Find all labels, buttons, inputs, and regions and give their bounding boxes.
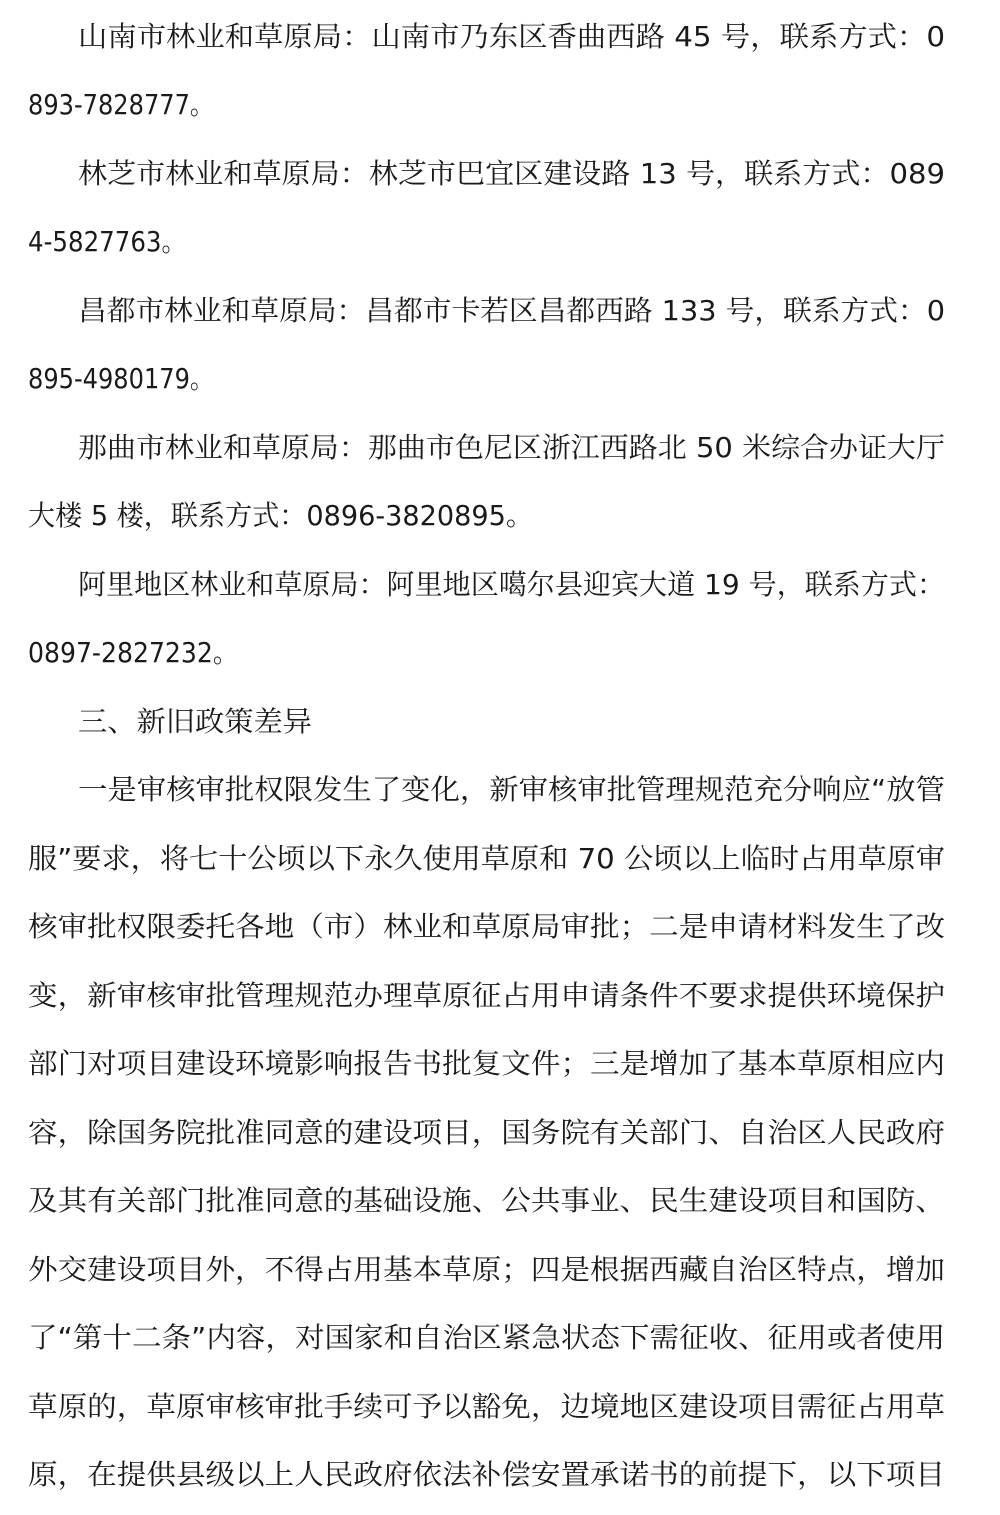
text-line-content: 核审批权限委托各地（市）林业和草原局审批；二是申请材料发生了改 <box>28 910 945 943</box>
text-line-content: 0897-2827232。 <box>28 636 238 669</box>
text-line-content: 一是审核审批权限发生了变化，新审核审批管理规范充分响应“放管 <box>78 773 946 806</box>
text-line-content: 昌都市林业和草原局：昌都市卡若区昌都西路 133 号，联系方式：0 <box>78 294 945 327</box>
text-line-content: 及其有关部门批准同意的基础设施、公共事业、民生建设项目和国防、 <box>28 1184 945 1217</box>
text-line-content: 部门对项目建设环境影响报告书批复文件；三是增加了基本草原相应内 <box>28 1047 945 1080</box>
text-line-content: 变，新审核审批管理规范办理草原征占用申请条件不要求提供环境保护 <box>28 979 945 1012</box>
text-line-content: 草原的，草原审核审批手续可予以豁免，边境地区建设项目需征占用草 <box>28 1390 945 1423</box>
text-line-content: 服”要求，将七十公顷以下永久使用草原和 70 公顷以上临时占用草原审 <box>28 842 945 875</box>
text-line <box>0 355 1000 403</box>
text-line-content: 容，除国务院批准同意的建设项目，国务院有关部门、自治区人民政府 <box>28 1116 945 1149</box>
section-heading <box>0 698 1000 746</box>
text-line <box>0 1383 1000 1431</box>
text-line <box>0 1177 1000 1225</box>
text-line-content: 阿里地区林业和草原局：阿里地区噶尔县迎宾大道 19 号，联系方式： <box>78 568 945 601</box>
text-line-content: 那曲市林业和草原局：那曲市色尼区浙江西路北 50 米综合办证大厅 <box>78 431 945 464</box>
text-line <box>0 1451 1000 1499</box>
text-line <box>0 1109 1000 1157</box>
text-line-content: 山南市林业和草原局：山南市乃东区香曲西路 45 号，联系方式：0 <box>78 20 945 53</box>
text-line <box>0 1314 1000 1362</box>
text-line-content: 大楼 5 楼，联系方式：0896-3820895。 <box>28 499 533 532</box>
text-line <box>0 150 1000 198</box>
text-line <box>0 287 1000 335</box>
text-line-content: 895-4980179。 <box>28 362 214 395</box>
section-heading-text: 三、新旧政策差异 <box>78 705 312 738</box>
text-line <box>0 218 1000 266</box>
text-line <box>0 13 1000 61</box>
text-line <box>0 972 1000 1020</box>
text-line-content: 893-7828777。 <box>28 88 214 121</box>
text-line-content: 原，在提供县级以上人民政府依法补偿安置承诺书的前提下，以下项目 <box>28 1458 945 1491</box>
text-line-content: 了“第十二条”内容，对国家和自治区紧急状态下需征收、征用或者使用 <box>28 1321 945 1354</box>
text-line <box>0 835 1000 883</box>
text-line <box>0 1040 1000 1088</box>
text-line <box>0 629 1000 677</box>
text-line-content: 林芝市林业和草原局：林芝市巴宜区建设路 13 号，联系方式：089 <box>78 157 946 190</box>
text-line <box>0 766 1000 814</box>
text-line <box>0 492 1000 540</box>
text-line-content: 4-5827763。 <box>28 225 186 258</box>
text-line <box>0 424 1000 472</box>
text-line-content: 外交建设项目外，不得占用基本草原；四是根据西藏自治区特点，增加 <box>28 1253 945 1286</box>
text-line <box>0 1246 1000 1294</box>
text-line <box>0 81 1000 129</box>
text-line <box>0 561 1000 609</box>
text-line <box>0 903 1000 951</box>
